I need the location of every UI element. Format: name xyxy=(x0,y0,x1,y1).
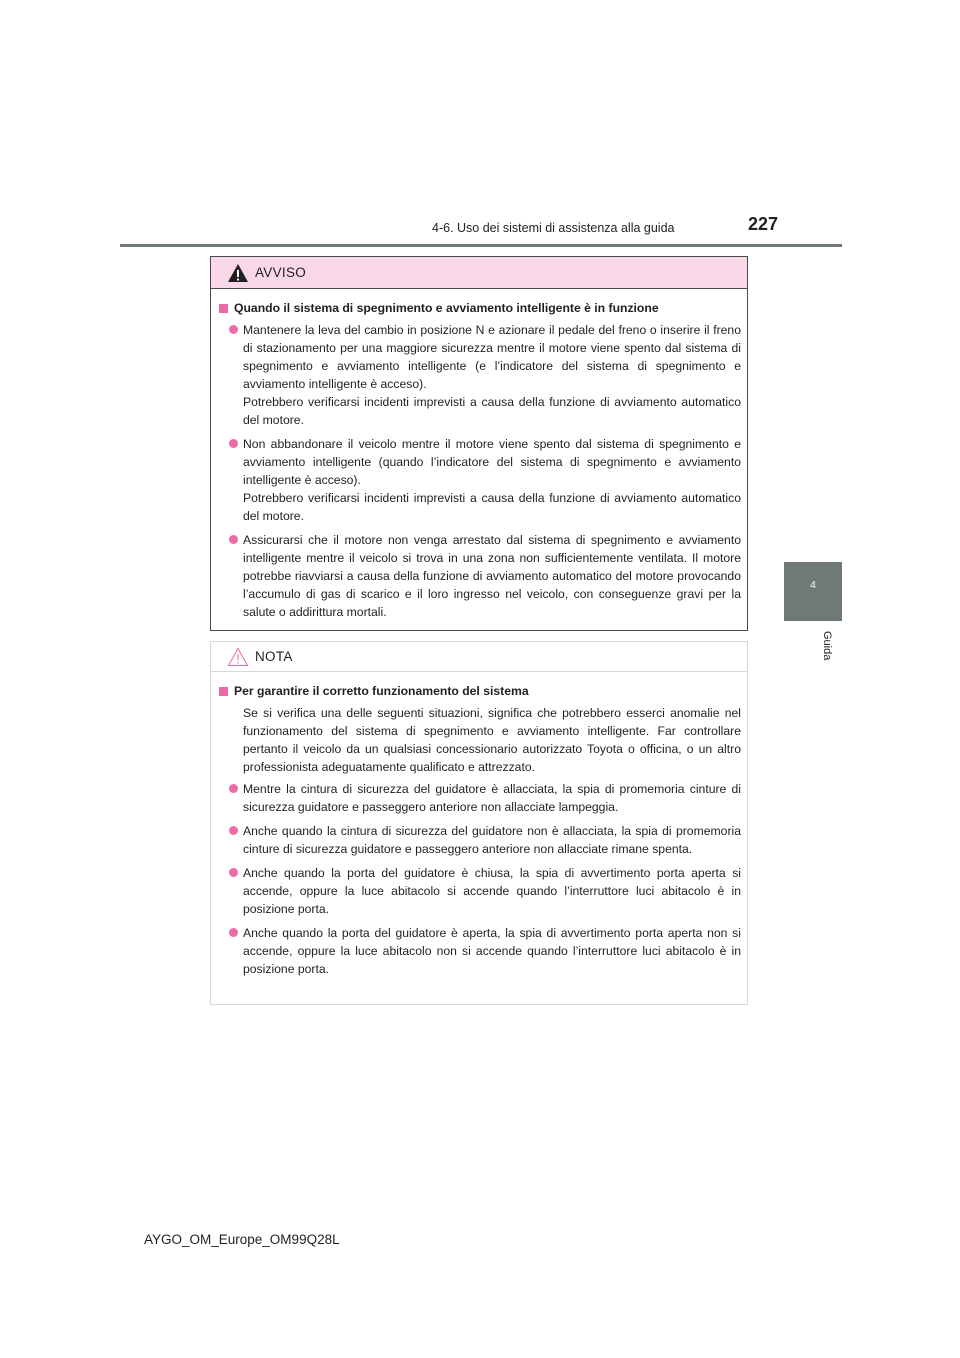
square-bullet-icon xyxy=(219,687,228,696)
warning-box-body xyxy=(211,289,747,621)
note-box-body xyxy=(211,672,747,978)
list-item-text: Potrebbero verificarsi incidenti imprevisti a causa della funzione di avviamento automatico del motore. xyxy=(243,491,741,523)
warning-box-header xyxy=(211,257,747,289)
bullet-dot-icon xyxy=(229,928,238,937)
note-box-header xyxy=(211,642,747,672)
document-id: AYGO_OM_Europe_OM99Q28L xyxy=(144,1232,340,1247)
list-item xyxy=(219,780,741,816)
list-item-text: Potrebbero verificarsi incidenti imprevisti a causa della funzione di avviamento automatico del motore. xyxy=(243,395,741,427)
list-item xyxy=(219,435,741,525)
bullet-dot-icon xyxy=(229,826,238,835)
bullet-dot-icon xyxy=(229,439,238,448)
list-item-text: Anche quando la porta del guidatore è chiusa, la spia di avvertimento porta aperta si accende, oppure la luce abitacolo si accende quando l’interruttore luci abitacolo è in posizione porta. xyxy=(243,866,741,916)
bullet-dot-icon xyxy=(229,784,238,793)
note-box xyxy=(210,641,748,1005)
warning-box-title: AVVISO xyxy=(255,265,307,280)
warning-heading-text: Quando il sistema di spegnimento e avviamento intelligente è in funzione xyxy=(234,301,659,315)
list-item xyxy=(219,822,741,858)
warning-box xyxy=(210,256,748,631)
list-item-text: Mentre la cintura di sicurezza del guidatore è allacciata, la spia di promemoria cinture di sicurezza guidatore e passeggero anteriore non allacciate lampeggia. xyxy=(243,782,741,814)
bullet-dot-icon xyxy=(229,325,238,334)
list-item-text: Assicurarsi che il motore non venga arrestato dal sistema di spegnimento e avviamento intelligente mentre il veicolo si trova in una zona non sufficientemente ventilata. Il motore potrebbe riavviarsi a causa della funzione di avviamento automatico del motore provocando l’accumulo di gas di scarico e il loro ingresso nel veicolo, con conseguenze gravi per la salute o addirittura mortali. xyxy=(243,533,741,619)
list-item-text: Non abbandonare il veicolo mentre il motore viene spento dal sistema di spegnimento e avviamento intelligente (quando l’indicatore del sistema di spegnimento e avviamento intelligente è acceso). xyxy=(243,437,741,487)
square-bullet-icon xyxy=(219,304,228,313)
chapter-tab xyxy=(784,562,842,621)
header-divider xyxy=(120,244,842,247)
chapter-label: Guida xyxy=(821,631,833,661)
list-item xyxy=(219,924,741,978)
warning-triangle-icon xyxy=(227,263,249,283)
bullet-dot-icon xyxy=(229,535,238,544)
list-item-text: Anche quando la cintura di sicurezza del guidatore non è allacciata, la spia di promemoria cinture di sicurezza guidatore e passeggero anteriore non allacciate rimane spenta. xyxy=(243,824,741,856)
caution-triangle-outline-icon xyxy=(227,647,249,667)
list-item xyxy=(219,321,741,429)
note-intro: Se si verifica una delle seguenti situazioni, significa che potrebbero esserci anomalie nel funzionamento del sistema di spegnimento e avviamento intelligente. Far controllare pertanto il veicolo da un qualsiasi concessionario autorizzato Toyota o officina, o un altro professionista adeguatamente qualificato e attrezzato. xyxy=(243,706,741,774)
list-item xyxy=(219,531,741,621)
warning-section-heading xyxy=(219,299,741,317)
chapter-number: 4 xyxy=(810,580,816,591)
list-item xyxy=(219,864,741,918)
list-item-text: Mantenere la leva del cambio in posizione N e azionare il pedale del freno o inserire il freno di stazionamento per una maggiore sicurezza mentre il motore viene spento dal sistema di spegnimento e avviamento intelligente (e l’indicatore del sistema di spegnimento e avviamento intelligente è acceso). xyxy=(243,323,741,391)
list-item-text: Anche quando la porta del guidatore è aperta, la spia di avvertimento porta aperta non si accende, oppure la luce abitacolo non si accende quando l’interruttore luci abitacolo è in posizione porta. xyxy=(243,926,741,976)
page-number: 227 xyxy=(747,214,778,234)
note-box-title: NOTA xyxy=(255,649,293,664)
section-title: 4-6. Uso dei sistemi di assistenza alla guida xyxy=(432,221,675,235)
bullet-dot-icon xyxy=(229,868,238,877)
note-heading-text: Per garantire il corretto funzionamento del sistema xyxy=(234,684,529,698)
note-section-heading xyxy=(219,682,741,700)
